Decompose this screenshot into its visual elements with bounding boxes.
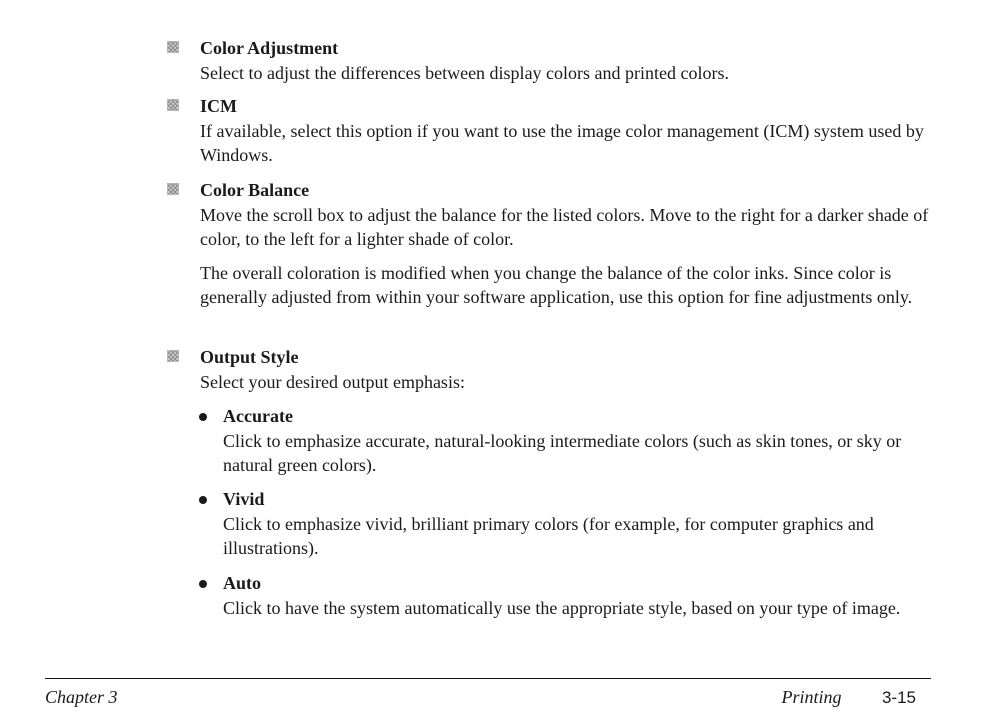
color-balance-note: The overall coloration is modified when you change the balance of the color inks. Since color is generally adjusted from within your software application, use this option for fine adjustments only. bbox=[200, 263, 913, 307]
option-title: Auto bbox=[223, 573, 262, 593]
section-color-adjustment bbox=[167, 37, 947, 85]
section-output-style bbox=[167, 346, 947, 394]
round-bullet-icon bbox=[199, 580, 207, 588]
square-bullet-icon bbox=[167, 41, 179, 53]
section-title: Output Style bbox=[200, 347, 299, 367]
section-title: Color Balance bbox=[200, 180, 310, 200]
footer-section: Printing bbox=[781, 687, 842, 707]
section-text: If available, select this option if you want to use the image color management (ICM) system used by Windows. bbox=[200, 121, 924, 165]
square-bullet-icon bbox=[167, 183, 179, 195]
section-title: Color Adjustment bbox=[200, 38, 339, 58]
section-color-balance bbox=[167, 179, 947, 251]
output-style-accurate bbox=[199, 405, 939, 477]
section-icm bbox=[167, 95, 947, 167]
section-body bbox=[200, 61, 935, 85]
option-title: Vivid bbox=[223, 489, 265, 509]
square-bullet-icon bbox=[167, 99, 179, 111]
section-text: Select to adjust the differences between display colors and printed colors. bbox=[200, 63, 730, 83]
round-bullet-icon bbox=[199, 413, 207, 421]
footer-right bbox=[781, 686, 916, 709]
option-text: Click to have the system automatically use the appropriate style, based on your type of image. bbox=[223, 598, 901, 618]
option-text: Click to emphasize accurate, natural-looking intermediate colors (such as skin tones, or sky or natural green colors). bbox=[223, 431, 902, 475]
option-title: Accurate bbox=[223, 406, 293, 426]
option-text: Click to emphasize vivid, brilliant primary colors (for example, for computer graphics and illustrations). bbox=[223, 514, 874, 558]
section-body bbox=[200, 370, 935, 394]
round-bullet-icon bbox=[199, 496, 207, 504]
section-body bbox=[200, 203, 935, 251]
section-text: Select your desired output emphasis: bbox=[200, 372, 465, 392]
square-bullet-icon bbox=[167, 350, 179, 362]
page-number: 3-15 bbox=[881, 688, 916, 707]
output-style-vivid bbox=[199, 488, 939, 560]
section-body bbox=[200, 119, 935, 167]
section-title: ICM bbox=[200, 96, 237, 116]
footer-divider bbox=[45, 678, 931, 679]
section-text: Move the scroll box to adjust the balance for the listed colors. Move to the right for a darker shade of color, to the left for a lighter shade of color. bbox=[200, 205, 929, 249]
footer-chapter: Chapter 3 bbox=[45, 687, 118, 707]
output-style-auto bbox=[199, 572, 939, 644]
